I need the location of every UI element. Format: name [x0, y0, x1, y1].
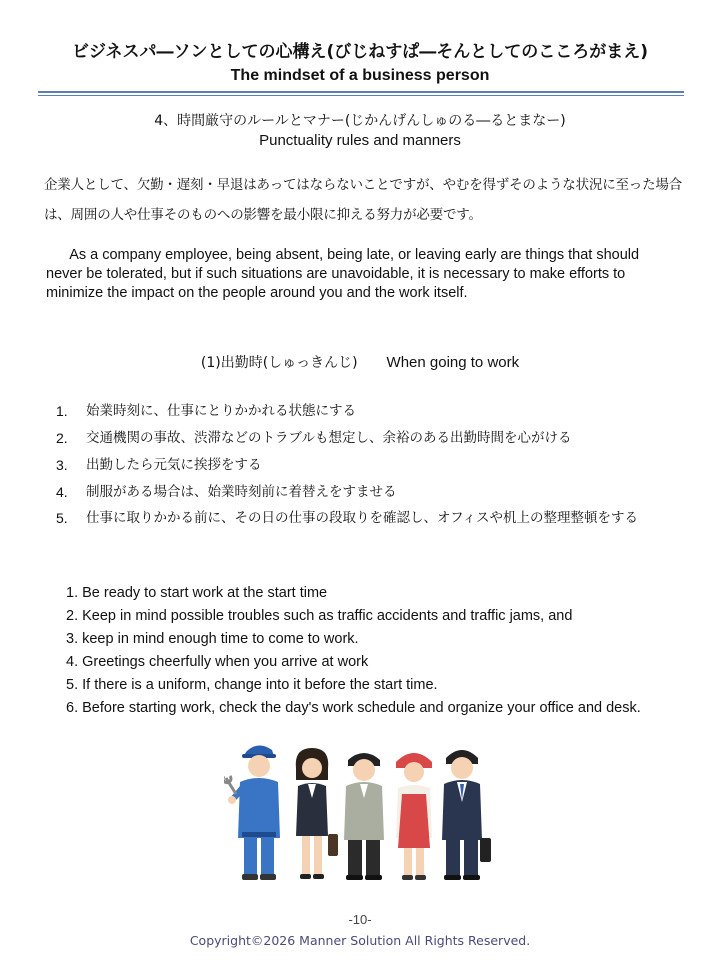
subsection-title: [0, 352, 720, 372]
list-item-text: 出勤したら元気に挨拶をする: [86, 457, 262, 473]
list-item-text: 仕事に取りかかる前に、その日の仕事の段取りを確認し、オフィスや机上の整理整頓をする: [86, 510, 639, 526]
business-people-illustration: [224, 738, 496, 884]
list-item: 5. If there is a uniform, change into it before the start time.: [66, 677, 438, 693]
list-item: [56, 506, 676, 530]
list-item: [56, 398, 676, 425]
page-number: -10-: [348, 912, 372, 927]
list-item-text: 交通機関の事故、渋滞などのトラブルも想定し、余裕のある出勤時間を心がける: [86, 430, 572, 446]
staff-man-figure: [344, 753, 384, 880]
copyright-notice: Copyright©2026 Manner Solution All Rights Reserved.: [189, 933, 531, 948]
intro-paragraph-en: As a company employee, being absent, being late, or leaving early are things that should never be tolerated, but if such situations are unavoidable, it is necessary to make efforts to minimize the impact on the people around you and the work itself.: [46, 247, 640, 301]
list-item: [56, 425, 676, 452]
header-divider-thin: [38, 95, 684, 96]
list-item: 3. keep in mind enough time to come to work.: [66, 631, 359, 647]
checklist-ja: [56, 398, 676, 530]
intro-paragraph-ja: 企業人として、欠勤・遅刻・早退はあってはならないことですが、やむを得ずそのような状況に至った場合は、周囲の人や仕事そのものへの影響を最小限に抑える努力が必要です。: [44, 177, 682, 223]
businessman-figure: [442, 750, 491, 880]
list-item-number: 3.: [56, 457, 68, 473]
section-title-en: Punctuality rules and manners: [259, 132, 461, 149]
checklist-en: [66, 582, 676, 720]
subsection-title-en: When going to work: [386, 354, 520, 371]
list-item-text: 始業時刻に、仕事にとりかかれる状態にする: [86, 403, 356, 419]
list-item: 2. Keep in mind possible troubles such as traffic accidents and traffic jams, and: [66, 608, 573, 624]
section-title-ja: 4、時間厳守のルールとマナー(じかんげんしゅのる―るとまなー): [154, 113, 566, 129]
page-title-ja: ビジネスパ―ソンとしての心構え(びじねすぱ―そんとしてのこころがまえ): [71, 42, 649, 62]
list-item-number: 4.: [56, 484, 68, 500]
list-item: 1. Be ready to start work at the start time: [66, 585, 328, 601]
page-title-en: The mindset of a business person: [230, 67, 490, 84]
office-woman-figure: [296, 748, 338, 879]
list-item: [56, 452, 676, 479]
subsection-title-ja: (1)出勤時(しゅっきんじ): [200, 355, 358, 371]
list-item: 6. Before starting work, check the day's work schedule and organize your office and desk.: [66, 700, 641, 716]
list-item: [56, 479, 676, 506]
list-item-number: 1.: [56, 403, 68, 419]
list-item-number: 2.: [56, 430, 68, 446]
list-item-text: 制服がある場合は、始業時刻前に着替えをすませる: [86, 484, 397, 500]
shop-woman-figure: [396, 753, 432, 880]
page-header: [0, 40, 720, 88]
header-divider: [38, 91, 684, 93]
list-item-number: 5.: [56, 510, 68, 526]
worker-figure: [224, 745, 280, 880]
list-item: 4. Greetings cheerfully when you arrive at work: [66, 654, 369, 670]
